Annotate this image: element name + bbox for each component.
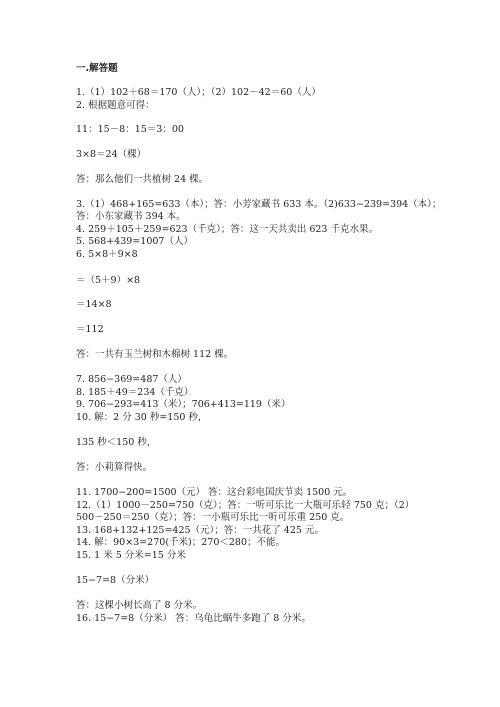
answer-line-24: 13. 168+132+125=425（元）；答：一共花了 425 元。 [76, 525, 324, 536]
answer-line-21: 11. 1700−200=1500（元） 答：这台彩电国庆节卖 1500 元。 [76, 487, 353, 498]
answer-line-20: 答：小莉算得快。 [76, 462, 153, 473]
answer-line-13: ＝112 [76, 324, 104, 335]
answer-line-15: 7. 856−369=487（人） [76, 374, 187, 385]
answer-line-4: 3×8＝24（棵） [76, 149, 147, 160]
answer-line-7: 答：小东家藏书 394 本。 [76, 211, 186, 222]
answer-line-8: 4. 259＋105＋259=623（千克）；答：这一天共卖出 623 千克水果。 [76, 224, 378, 235]
answer-line-12: ＝14×8 [76, 299, 112, 310]
answer-line-2: 2. 根据题意可得： [76, 100, 155, 111]
answer-line-1: 1.（1）102＋68＝170（人）；（2）102－42＝60（人） [76, 87, 321, 98]
answer-line-14: 答：一共有玉兰树和木棉树 112 棵。 [76, 349, 234, 360]
answer-line-29: 16. 15−7=8（分米） 答：乌龟比蜗牛多跑了 8 分米。 [76, 613, 311, 624]
answer-line-19: 135 秒＜150 秒， [76, 437, 157, 448]
answer-line-22: 12.（1）1000－250=750（克）；答：一听可乐比一大瓶可乐轻 750 克；（2） [76, 500, 415, 511]
answer-line-18: 10. 解：2 分 30 秒=150 秒， [76, 412, 208, 423]
answer-line-11: ＝（5＋9）×8 [76, 275, 141, 286]
answer-line-26: 15. 1 米 5 分米=15 分米 [76, 550, 186, 561]
answer-line-16: 8. 185＋49＝234（千克） [76, 387, 194, 398]
answer-line-25: 14. 解：90×3=270(千米)；270＜280；不能。 [76, 537, 285, 548]
answer-line-6: 3.（1）468+165=633（本）；答：小芳家藏书 633 本。（2)633−239=394（本）； [76, 199, 442, 210]
answer-line-5: 答：那么他们一共植树 24 棵。 [76, 174, 209, 185]
answer-line-27: 15−7=8（分米） [76, 575, 155, 586]
answer-line-23: 500－250＝250（克）；答：一小瓶可乐比一听可乐重 250 克。 [76, 512, 350, 523]
answer-line-17: 9. 706−293=413（米）；706+413=119（米） [76, 399, 291, 410]
answer-line-28: 答：这棵小树长高了 8 分米。 [76, 600, 203, 611]
section-title: 一.解答题 [76, 63, 118, 74]
answer-line-3: 11：15－8：15＝3：00 [76, 124, 184, 135]
answer-line-10: 6. 5×8＋9×8 [76, 249, 138, 260]
answer-line-9: 5. 568+439=1007（人） [76, 236, 193, 247]
